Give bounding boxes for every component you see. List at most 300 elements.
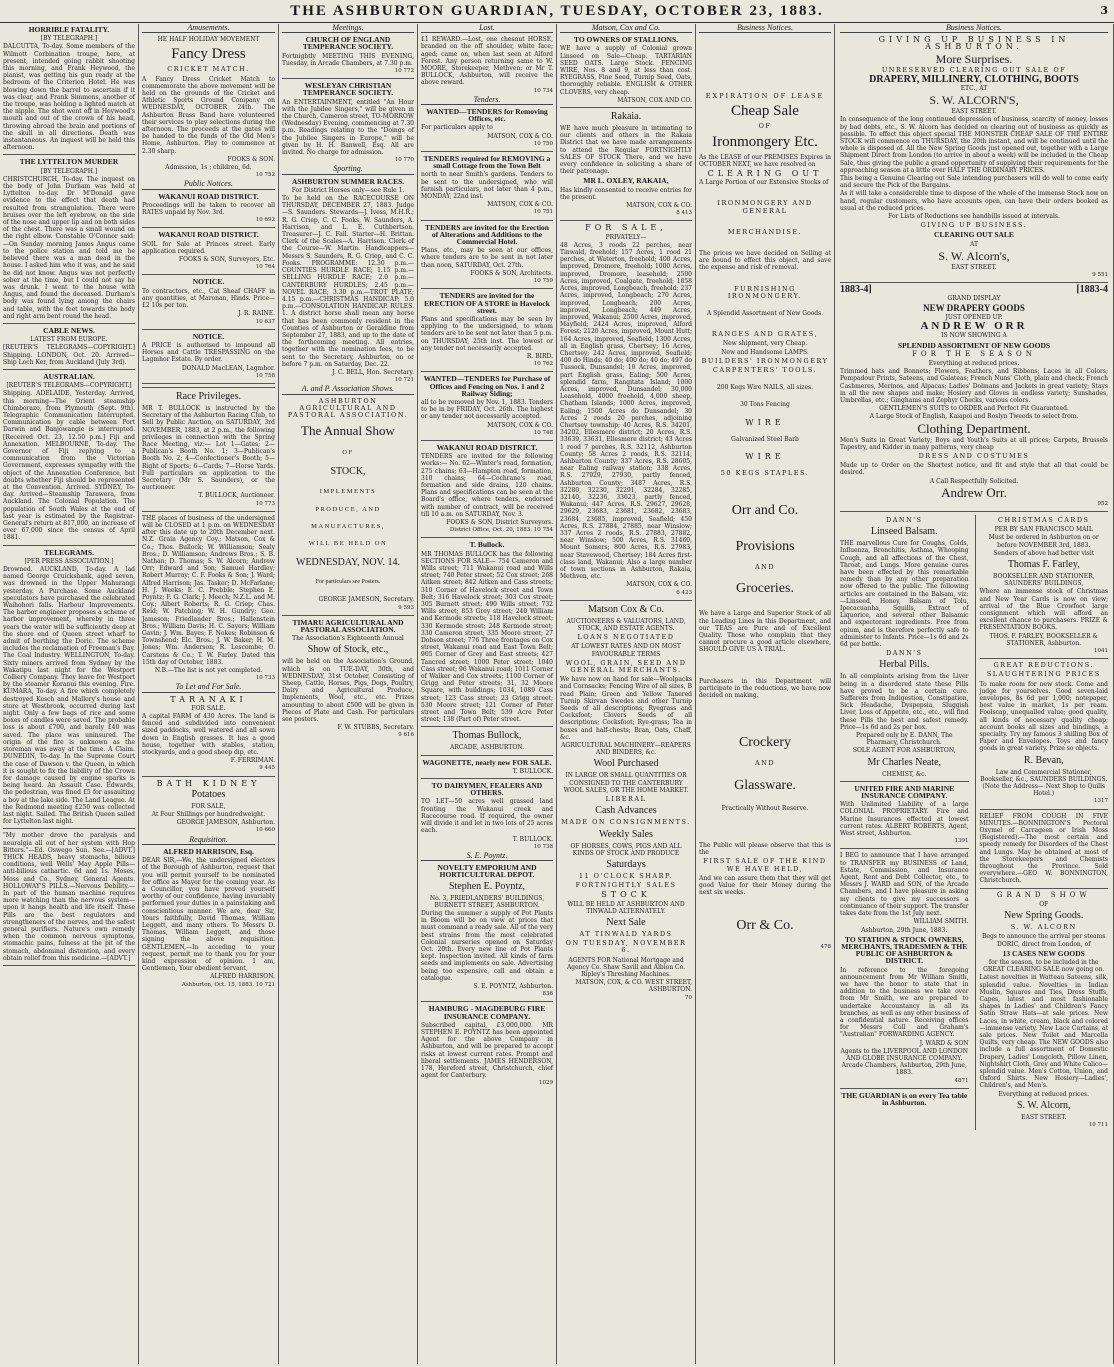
notice-num: 10 637 <box>255 318 275 325</box>
alcorn-body-2: This being a Genuine Clearing out Sale intending purchasers will do well to come early and secure the Pick of the Bargains. <box>840 175 1108 190</box>
notice-sig: FOOKS & SON, Surveyors, Etc. <box>178 256 275 264</box>
article-subhead: [REUTER'S TELEGRAMS—COPYRIGHT.] <box>6 382 132 390</box>
for-season: FOR THE SEASON <box>912 349 1036 358</box>
tender-title: WANTED—TENDERS for Purchase of Offices and Fencing on Nos. 1 and 2 Railway Siding; <box>423 374 551 398</box>
public-observe: The Public will please observe that this is the <box>699 841 831 857</box>
races-sig: J. C. BELL, Hon. Secretary. <box>332 368 414 376</box>
wagonette-title: WAGONETTE, nearly new FOR SALE. <box>422 757 552 767</box>
saturdays: Saturdays <box>606 858 646 870</box>
builders-iron: BUILDERS' IRONMONGERY <box>701 356 829 365</box>
closing-nb: N.B.—The list is not yet completed. <box>154 667 263 675</box>
notice-body: A PRICE is authorised to impound all Horses and Cattle TRESPASSING on the Lagmhor Estate. By order. <box>142 341 275 364</box>
herbal-pills: Herbal Pills. <box>879 659 930 671</box>
section-heading-to-let: To Let and For Sale. <box>142 683 275 692</box>
loans-sub: AT LOWEST RATES AND ON MOST FAVOURABLE TERMS <box>571 643 681 658</box>
without-reserve: Practically Without Reserve. <box>721 804 809 812</box>
timaru-title: TIMARU AGRICULTURAL AND PASTORAL ASSOCIATION. <box>292 617 404 634</box>
next-sale: Next Sale <box>606 916 646 928</box>
dairymen-title: TO DAIRYMEN, FEALERS AND OTHERS. <box>431 781 543 798</box>
year-header <box>840 284 1108 296</box>
ironmongery-title: Ironmongery Etc. <box>712 133 818 150</box>
tender-body: north to near Smith's gardens. Tenders to be sent to the undersigned, who will furnish particulars, not later than 4 p.m., MONDAY, 22nd inst. <box>421 171 553 201</box>
tinwald-yards: AT TINWALD YARDS <box>579 929 673 938</box>
column-lost-tenders <box>418 24 557 1364</box>
tender-title: WANTED—TENDERS for Removing Offices, etc. <box>426 107 548 124</box>
purchasers-body: Purchasers in this Department will participate in the reductions, we have now decided on making. <box>699 677 831 699</box>
fancy-admission: Admission, 1s ; children, 6d. <box>165 164 252 172</box>
stallions-title: TO OWNERS OF STALLIONS. <box>573 35 679 45</box>
chemist: CHEMIST, &c. <box>882 770 927 778</box>
unreserved: UNRESERVED CLEARING OUT SALE OF <box>881 65 1067 74</box>
guardian-note: THE GUARDIAN is on every Tea table in Ashburton. <box>841 1090 968 1107</box>
show-pre: ASHBURTON AGRICULTURAL AND PASTORAL ASSOCIATION. <box>287 396 409 419</box>
poyntz-pre: NOVELTY EMPORIUM AND HORTICULTURAL DEPOT. <box>437 863 537 880</box>
ranges-grates: RANGES AND GRATES, <box>711 330 819 339</box>
show-particulars: For particulars see Posters. <box>315 579 381 586</box>
closing-body: THE places of business of the undersigned will be CLOSED at 1 p.m. on WEDNESDAY after this date up to 20th December next. N.Z. Grain Agency Coy.; Matson, Cox & Co.; Thos. Bullock; W. Williamson; Sealy Bros.; D. Williamson; Andrews Bros.; S. B. Nathan; D. Thomas; S. W. Alcorn; Andrew Orr; Edward and Son; Samuel Hardley; Robert Murray; C. F. Fooks & Son; J. Ward; Alfred Harrison; Jas. Tasker; D. McFarlane; H. J. Weeks; E. C. Prebble; Stephen E. Poyntz; F. G. Clark; J. Meech; N.Z.L. and M. Coy.; Albert Roberts; R. G. Criep; Chas. Reid; W. Patching; W. H. Gundry; Geo. Jameson; Friedlander Bros.; Hallenstein Bros.; William Davis; H. C. Sayers; William Gavin; J. Wm. Bayes; F. Nokes; Robinson & Townshend; Elc. Bros.; J. W. Baker; H. M. Jones; Wm. Anderson; R. Lescombe; O. Carstens & Co.; T. W. Farley. Dated this 15th day of October, 1883. <box>142 514 275 666</box>
poyntz-sig: S. E. POYNTZ, Ashburton. <box>473 982 553 990</box>
year-right: [1883-4 <box>1076 284 1108 296</box>
ward-num: 4871 <box>954 1077 969 1084</box>
lease-body: As the LEASE of our PREMISES Expires in OCTOBER NEXT, we have resolved on <box>699 153 831 168</box>
article-body: DALCUTTA, To-day. Some members of the Wilmott Corbination troupe, here, at present, intended going rabbit shooting this morning, and Frank Heywood, the pianist, was getting his gun ready at the bedroom of the Criterion Hotel. He was blowing down the barrel to ascertain if it was clear, and Frank Simmons, another of the troupe, was holding a lighted match at the nipple. The shot went off in Heywood's mouth and out of the crown of his head, throwing abroad the brain and portions of the skull in all directions. Death was instantaneous. An inquest will be held this afternoon. <box>3 43 135 152</box>
potatoes-sub: FOR SALE, <box>191 802 226 810</box>
tender-num: District Office, Oct. 20, 1883. 10 754 <box>449 527 553 534</box>
east-street-2: EAST STREET. <box>951 263 997 271</box>
slaughtering-prices: SLAUGHTERING PRICES <box>986 670 1101 679</box>
barb-wire: Galvanized Steel Barb <box>731 435 799 443</box>
thomas-farley: Thomas F. Farley, <box>1007 558 1080 570</box>
sole-agent: SOLE AGENT FOR ASHBURTON, <box>852 747 956 755</box>
tender-sig: MATSON, COX & CO. <box>487 421 553 429</box>
splendid: SPLENDID ASSORTMENT OF NEW GOODS <box>897 340 1051 350</box>
forsale-num: 6 423 <box>676 589 692 596</box>
fortnightly-sales: FORTNIGHTLY SALES <box>575 881 677 890</box>
senders-visit: Senders of above had better visit <box>993 549 1095 557</box>
staples: 50 KEGS STAPLES. <box>720 469 810 478</box>
rakaia-title: Rakaia. <box>610 111 642 123</box>
tender-body: MR THOMAS BULLOCK has the following SECTIONS FOR SALE— 754 Cameron and Wills street; 711 Wakanui road and Wills street; 740 Peter street; 52 Cox street; 268 Aitken street; 842 Aitken and Cass streets; 310 Corner of Havelock street and Town Belt; 316 Havelock street; 303 Cox street; 305 Burnett street; 490 Wills street; 732 Wills street; 853 Grey street; 240 William and Kermode streets; 118 Havelock street; 330 Kermode street; 248 Kermode street; 330 Cameron street; 335 Moore street; 27 Dobson street; 776 Three frontages on Cox street, Wakanui road and East Town Belt; 905 Corner of Grey and East streets; 427 Tancred street; 1000 Peter street; 1040 Cass street; 96 Wakanui road; 1011 Corner of Walker and Cox streets; 1100 Corner of Grigg and Peter streets; 31, 32 Moore Square, with buildings; 1034, 1089 Cass street; 123 Cass street; 23 Grigg street; 530 Moore street; 121 Corner of Peter street and Town Belt; 539 Acre Peter street; 138 (Part of) Peter street. <box>421 550 553 724</box>
r-bevan: R. Bevan, <box>1023 754 1064 766</box>
prov-and: AND <box>754 562 776 571</box>
charles-neate: Mr Charles Neate, <box>867 756 942 768</box>
bevan-num: 1317 <box>1094 798 1108 805</box>
cases-body: for the season, to be included in the GREAT CLEARING SALE now going on. <box>983 958 1105 974</box>
wesleyan-title: WESLEYAN CHRISTIAN TEMPERANCE SOCIETY. <box>302 81 394 98</box>
taranaki-sig: F. FERRIMAN. <box>230 757 275 765</box>
timaru-num: 9 616 <box>398 732 414 739</box>
potatoes-sig: GEORGE JAMESON, Ashburton. <box>176 819 275 827</box>
tender-title: TENDERS are invited for the Erection of Alterations and Additions to the Commercial Hotel. <box>425 222 549 247</box>
slaughter-body: To make room for new stock. Come and judge for yourselves. Good seven-laid envelopes, 8s 6d per 1,000; notepaper, best value in market, 1s per ream. Foolscap, unequalled value; good quality, all kinds of necessary quality cheap; account books all sizes and bindings, a specialty. Try my famous 3 shilling Box of Paper and Envelopes. Toys and fancy goods in great variety. Prize so objects. <box>979 680 1108 753</box>
fancy-pre: HE HALF HOLIDAY MOVEMENT <box>157 36 260 44</box>
fancy-body: A Fancy Dress Cricket Match to commemorate the above movement will be held on the grounds of the Cricket and Athletic Sports Ground Company on WEDNESDAY, OCTOBER 24th. The Ashburton Brass Band have volunteered their services to play selections during the afternoon. The proceeds at the gates will be handed to the funds of the Old Men's Home, Ashburton. Play to commence at 2.30 sharp. <box>142 75 275 155</box>
tender-body: Plans and specifications may be seen by applying to the undersigned, to whom tenders are to be sent not later than 5 p.m. on THURSDAY, 25th inst. The lowest or any tender not necessarily accepted. <box>421 315 553 352</box>
column-amusements <box>139 24 279 1364</box>
race-privileges-title: Race Privileges. <box>176 390 241 402</box>
notice-title: NOTICE. <box>192 277 225 287</box>
page-number: 3 <box>1100 4 1108 17</box>
relief-body: RELIEF FROM COUGH IN FIVE MINUTES.—BONNINGTON'S Pectoral Oxymel of Carrageen or Irish Moss (Registered).—The most certain and speedy remedy for Disorders of the Chest and Lungs. May be obtained at most of the Storekeepers and Chemists throughout the Province. Sold everywhere.—GEO W. BONNINGTON, Christchurch. <box>979 812 1108 885</box>
tweeds: A Large Stock of English, Kaiapoi and Roslyn Tweeds to select from. <box>869 413 1079 421</box>
tender-num: 10 751 <box>533 209 553 216</box>
article-body: [REUTER'S TELEGRAMS—COPYRIGHT.] Shipping. LONDON, Oct. 20. Arrived—Ship Loch Ker, from Auckland (July 3rd). <box>3 344 135 366</box>
notice-sig: J. R. RAINE. <box>238 310 275 318</box>
first-sale: FIRST SALE OF THE KIND WE HAVE HELD, <box>703 857 827 873</box>
article-headline: CABLE NEWS. <box>43 325 95 335</box>
every-dept: Everything at reduced prices. <box>928 359 1020 367</box>
farley-num: 1041 <box>1094 648 1108 654</box>
dress-costumes: DRESS AND COSTUMES <box>918 451 1030 460</box>
section-heading-business-7: Business Notices. <box>840 24 1108 33</box>
alcorn-body-1: In consequence of the long continued depression of business, scarcity of money, losses by bad debts, etc., S. W. Alcorn has decided on clearing out of business as quickly as possible. To effect this object special THE MONSTER CHEAP SALE OF THE ENTIRE STOCK will commence on THURSDAY, the 20th instant, and will be continued until the whole is disposed of. All the New Spring Goods just opened out, together with a Large Shipment Direct from London (to arrive in about a week) will be included in the Cheap Sale, thus giving the public a grand opportunity of supplying their requirements for the approaching season at a little over HALF THE ORDINARY PRICES. <box>840 116 1108 174</box>
race-num: 10 773 <box>255 500 275 507</box>
article-subhead: [BY TELEGRAPH.] <box>40 167 98 175</box>
reward-body: £1 REWARD.—Lost, one chesnut HORSE, branded on the off shoulder, white face; aged; came on, when last seen at Alford Forest. Any person returning same to W. MOORE, Storekeeper, Methven; or Mr T. BULLOCK, Ashburton, will receive the above reward. <box>421 36 553 87</box>
timaru-sig: F. W. STUBBS, Secretary. <box>337 724 414 732</box>
stallions-sig: MATSON, COX AND CO. <box>617 96 692 104</box>
races-body: To be held on the RACECOURSE ON THURSDAY, DECEMBER 27, 1883. Judge—S. Saunders. Stewards—J. Ivess, M.H.R.; R. G. Criep, C. C. Fooks, W. Saunders, A. Harrison, and L. E. Cuthbertson. Treasurer—J. C. Fall. Starter—H. Brittan. Clerk of the Scales—A. Harrison. Clerk of the Course—W. Martin. Handicappers—Messrs S. Saunders, R. G. Criep, and C. C. Fooks. PROGRAMME: 12.30 p.m.—COUNTIES HURDLE RACE; 1.15 p.m.—SELLING HURDLE RACE; 2.0 p.m.—CANTERBURY HURDLES; 2.45 p.m.—NOVEL RACE; 3.30 p.m.—TROT PLATE; 4.15 p.m.—CHRISTMAS HANDICAP; 5.0 p.m.—CONSOLATION HANDICAP. RULES. 1. A district horse shall mean any horse that has been commonly resident in the Counties of Ashburton or Geraldine from September 27, 1883, and up to the date of the forthcoming meeting. All entries, together with the nomination fees, to be sent to the Secretary, Ashburton, on or before 7 p.m. on Saturday, Dec. 22. <box>282 195 414 368</box>
drapery-line: DRAPERY, MILLINERY, CLOTHING, BOOTS <box>869 73 1079 85</box>
matson-body: We have now on hand for sale—Woolpacks and Cornsacks; Fencing Wire of all sizes, B read Plain; Green and Yellow Tanered Turnip Skirvan Swedes and other Turnip Seeds of all descriptions; Ryegrass and Cocksfoot; Clovers Seeds of all descriptions; Cocksfoot; Rye-grass; Tea in boxes and half-chests; Bran, Oats, Chaff, &c. <box>560 676 692 741</box>
article-body: Shipping. ADELAIDE, Yesterday. Arrived, this morning—The Orient steamship Chimborazo, from Plymouth (Sept. 9th). Telegraphic Communication Interrupted. Communication by cable between Port Darwin and Banjowangie is interrupted. [Received Oct. 23, 12.50 p.m.] Fiji and Annexation. MELBOURNE, To-day. The Governor of Fiji replying to a communication from the Victorian Government, expresses sympathy with the object of the Annexation Conference, but doubts whether Fiji should be represented at the Convention. Arrived. SYDNEY, To-day. Arrived—Steamship Tarawera, from Auckland. The Colonial Population. The population of South Wales at the end of last year is estimated by the Registrar-General's return at 817,000, an increase of over 67,000 since the census of April 1881. <box>3 390 135 542</box>
smith-body: I BEG to announce that I have arranged to TRANSFER my BUSINESS of Land, Estate, Commission, and Insurance Agent, Rent and Debt Collector, etc., to Messrs J. WARD and SON, of the Arcade Chambers, and I have pleasure in asking my clients to give my successors a continuance of their support. The transfer takes date from the 1st July next. <box>840 852 969 918</box>
sw-alcorn: S. W. ALCORN <box>1010 923 1077 932</box>
notice-body: SOIL for Sale at Princes street. Early application required. <box>142 240 275 255</box>
column-business-notices <box>835 24 1114 1364</box>
held-alternately: WILL BE HELD AT ASHBURTON AND TINWALD ALTERNATELY. <box>567 900 685 915</box>
article-subhead: [PER PRESS ASSOCIATION.] <box>24 557 114 565</box>
section-heading-poyntz: S. E. Poyntz. <box>421 852 553 861</box>
annual-show-title: The Annual Show <box>301 423 395 439</box>
right-subcolumn <box>975 515 1109 1130</box>
article-subhead: LATEST FROM EUROPE. <box>30 336 108 344</box>
timaru-pre: The Association's Eighteenth Annual <box>292 635 404 643</box>
matson-sig: MATSON, COX, & CO. WEST STREET, ASHBURTON. <box>575 979 692 994</box>
per-frisco: PER BY SAN FRANCISCO MAIL <box>994 526 1093 534</box>
notice-body: To contractors, etc., Cat Sheaf CHAFF in any quantities, at Maronan, Hinds. Price—£2 10s per ton. <box>142 287 275 310</box>
forsale-title: FOR SALE, <box>585 223 667 233</box>
hamburg-num: 1029 <box>539 1080 553 1087</box>
tons-fencing: 30 Tons Fencing <box>740 401 790 409</box>
grand-display: GRAND DISPLAY <box>947 295 1001 303</box>
rakaia-agent: MR L. OXLEY, RAKAIA, <box>583 176 669 186</box>
article-headline: THE LYTTELTON MURDER <box>19 157 119 167</box>
harrison-title: ALFRED HARRISON, Esq. <box>163 846 254 856</box>
dairymen-num: 10 738 <box>533 843 553 850</box>
made-on: MADE ON CONSIGNMENTS. <box>561 818 691 827</box>
notice-sig: DONALD MacLEAN, Lagmhor. <box>181 364 275 372</box>
large-portion: A Large Portion of our Extensive Stocks of <box>699 179 829 187</box>
hamburg-title: HAMBURG - MAGDEBURG FIRE INSURANCE COMPANY. <box>428 1004 546 1021</box>
bullock-sub: ARCADE, ASHBURTON. <box>449 744 525 752</box>
section-heading-ap-shows: A. and P. Association Shows. <box>282 385 414 394</box>
notice-num: 10 758 <box>255 372 275 379</box>
fancy-sub: CRICKET MATCH. <box>167 65 250 74</box>
poyntz-num: 836 <box>542 991 553 998</box>
loans-title: LOANS NEGOTIATED <box>577 633 675 642</box>
tender-body: Plans, etc., may be seen at our offices, where tenders are to be sent in not later than noon, SATURDAY, Oct. 27th. <box>421 247 553 269</box>
eleven-oclock: 11 O'CLOCK SHARP. <box>578 871 674 880</box>
new-shipment: New shipment, very Cheap. <box>722 340 808 348</box>
article-body: CHRISTCHURCH, To-day. The inquest on the body of John Durham was held at Lyttelton to-day. Dr M'Donald gave evidence to the effect that death had resulted from strangulation. There were bruises over the left eyebrow, on the side of the nose and upper lip and on both sides of the chest. There was a small wound on the right elbow. Constable O'Connor said:—On Sunday morning James Angus came to the police station and told me he believed there was a man dead in the house. I asked him who it was, and he said he did not know. Angus was not perfectly sober at the time, but I could not say he was drunk. I went to the house with Angus, and found the deceased. Durham's body was found lying among the chairs and table, with the feet towards the body and right arm bent round the head. <box>3 175 135 320</box>
timaru-show-title: Show of Stock, etc., <box>307 644 389 656</box>
linseed-balsam: Linseed Balsam. <box>870 526 938 538</box>
matson-title: Matson Cox & Co. <box>587 603 665 615</box>
gents-suits: GENTLEMEN'S SUITS to ORDER and Perfect Fit Guaranteed. <box>879 405 1069 413</box>
show-list <box>282 449 414 586</box>
tender-num: 10 759 <box>533 278 553 285</box>
stallions-body: WE have a supply of Colonial grown Linseed on Sale—Cheap. TARTARIAN SEED OATS. Large Stock. FENCING WIRE, Nos. 8 and 9, at less than cost. RYEGRASS, Fine Seed, Turnip Seed, Oats, thoroughly reliable. ENGLISH & OTHER CLOVERS, very cheap. <box>560 45 692 96</box>
tender-items <box>421 108 553 727</box>
dairymen-body: TO LET—50 acres well grassed land fronting the Wakanui creek and Racecourse road. If required, the owner will divide it and let in two lots of 25 acres each. <box>421 798 553 835</box>
clearing-out: CLEARING OUT <box>707 169 823 179</box>
tender-sig: MATSON, COX & CO. <box>487 132 553 140</box>
expiration-lease: EXPIRATION OF LEASE <box>705 92 825 101</box>
cheap-sale: Cheap Sale <box>731 103 799 120</box>
wool-grain: WOOL, GRAIN, SEED AND GENERAL MERCHANTS. <box>565 658 687 675</box>
just-opened: JUST OPENED UP. <box>945 313 1003 321</box>
farley-sig: THOS. F. FARLEY, BOOKSELLER & STATIONER, Ashburton. <box>989 632 1098 647</box>
matson-sub: AUCTIONEERS & VALUATORS, LAND, STOCK, AND ESTATE AGENTS. <box>566 617 686 633</box>
taranaki-body: A capital FARM of 430 Acres. The land is fenced and subdivided into convenient sized paddocks, well watered and all sown down in English grasses. It has a good house, together with stables, station, stockyards, and a good sheep dip, etc. <box>142 713 275 757</box>
giving-up-2: GIVING UP BUSINESS. <box>920 221 1028 230</box>
show-produce: PRODUCE, AND <box>315 505 381 513</box>
tender-body: all to be removed by Nov. 1, 1883. Tenders to be in by FRIDAY, Oct. 26th. The highest or any tender not necessarily accepted. <box>421 398 553 421</box>
farley-body: Where an immense stock of Christmas and New Year Cards is now on view; arrival of the Blue Crowfoot large consignment which will afford an excellent chance to purchasers. PRIZE & PRESENTATION BOOKS. <box>979 588 1108 632</box>
potatoes-num: 10 660 <box>255 827 275 834</box>
agents-for: AGENTS FOR National Mortgage and Agency Co. Shaw Savill and Albion Co. Ripley's Threshing Machines. <box>566 956 686 978</box>
taranaki-title: TARANAKI <box>170 694 247 704</box>
rakaia-body: WE have much pleasure in intimating to our clients and others in the Rakaia District that we have made arrangements to attend the Regular FORTNIGHTLY SALES OF STOCK There, and we have every confidence in soliciting a share of their patronage. <box>560 125 692 176</box>
poyntz-title: Stephen E. Poyntz, <box>448 880 526 892</box>
section-heading-matson: Matson, Cox and Co. <box>560 24 692 33</box>
column-matson-cox <box>557 24 696 1364</box>
races-num: 10 721 <box>394 377 414 384</box>
forsale-body: 48 Acres, 3 roods 22 perches, near Tinwald, freehold; 157 Acres, 1 rood 21 perches, at Waterton, freehold; 400 Acres, improved, Dromore, freehold; 1000 Acres, improved, Dromore, leasehold; 2500 Acres, improved, Coalgate, freehold; 1858 Acres, improved, Longbeach, freehold; 237 Acres, improved, Longbeach; 270 Acres, improved, Longbeach; 200 Acres, improved, Longbeach; 449 Acres, improved, Wakanui; 2500 Acres, improved, Mayfield; 2424 Acres, improved, Alford Forest; 2120 Acres, improved, Mount Hutt; 164 Acres, improved, Seafield; 1300 Acres, all in English grass, Chertsey; 16 Acres, Chertsey; 242 Acres, improved, Seafield; 400 do Hinds; 40 do; 400 do; 40 do; 497 do Tussock, Dunsandel; 10 Acres, improved, part English grass, Ealing; 500 Acres, splendid farm, Rangitata Island; 1000 Acres, improved, Dunsandel; 30,000 Leasehold, 4000 freehold, 4,000 sheep, Chatham Islands; 1000 Acres, improved, Ealing; 1500 Acres do Dunsandel; 30 Acres 2 roods 20 perches, adjoining Chertsey township; 40 Acres, R.S. 34201, 34202, Ellesmere district; 20 Acres, R.S. 33639, 33631, Ellesmere district; 43 Acres 1 rood 7 perches, R.S. 32112, Ashburton County; 58 Acres 2 roods, R.S. 32114, Ashburton County; 337 Acres, R.S. 28605, near Ealing railway station; 338 Acres, R.S. 27929, 27930, partly fenced, Ashburton County; 3487 Acres, R.S. 32280, 32230, 32291, 32284, 32285, 32140, 32236, 33623, partly fenced, Wakanui; 447 Acres, R.S. 29627, 29628, 29629, 23683, 23681, 23682, 23683, 23684, 23685, improved, Seafield; 450 Acres, R.S. 27884, 27885, near Winslow; 337 Acres 2 roods, R.S. 27883, 27882, near Winslow; 500 Acres, R.S. 31460, Mount Somers; 800 Acres, R.S. 27983, near Stavewood, Chertsey; 184 Acres first-class land, Wakanui; Also a large number of town sections in Ashburton, Rakaia, Methven, etc. <box>560 241 692 581</box>
section-heading-business-6: Business Notices. <box>699 24 831 33</box>
teas-body: We have a Large and Superior Stock of all the Leading Lines in this Department, and our TEAS are Pure and of Excellent Quality. Those who complain that they cannot procure a good article elsewhere, SHOULD GIVE US A TRIAL. <box>699 610 831 654</box>
etc-at: ETC., AT <box>960 85 988 93</box>
wesleyan-num: 10 770 <box>394 157 414 164</box>
united-fire: UNITED FIRE AND MARINE INSURANCE COMPANY. <box>854 783 955 801</box>
wire-nails: 200 Kegs Wire NAILS, all sizes. <box>716 384 814 392</box>
united-num: 1391 <box>954 838 969 845</box>
reward-num: 10 734 <box>533 87 553 94</box>
column-meetings <box>279 24 418 1364</box>
newspaper-title: THE ASHBURTON GUARDIAN, TUESDAY, OCTOBER 23, 1883. <box>290 2 824 19</box>
cash-advances: Cash Advances <box>595 805 657 817</box>
wire-1: WIRE <box>745 417 785 427</box>
united-body: With Unlimited Liability of a large COLONIAL PROPRIETARY. Fire and Marine Insurances effected at lowest current rates. ALBERT ROBERTS, Agent, West street, Ashburton. <box>840 801 969 838</box>
section-heading-tenders: Tenders. <box>421 96 553 105</box>
show-num: 9 593 <box>398 604 414 611</box>
christmas-cards: CHRISTMAS CARDS <box>998 515 1090 524</box>
show-manufactures: MANUFACTURES, <box>311 522 385 530</box>
merchandise: MERCHANDISE. <box>727 227 803 236</box>
wool-purchased: Wool Purchased <box>593 758 659 770</box>
prices-body: The prices we have decided on Selling at are bound to effect this object, and save the expense and risk of removal. <box>699 250 831 272</box>
fancy-sig: FOOKS & SON. <box>227 155 275 163</box>
furnishing-iron: FURNISHING IRONMONGERY. <box>727 284 803 300</box>
potatoes-title: Potatoes <box>191 788 226 800</box>
wesleyan-body: An ENTERTAINMENT, entitled "An Hour with the Jubilee Singers," will be given in the Church, Cameron street, TO-MORROW (Wednesday) Evening, commencing at 7.30 p.m. Readings relating to the "Doings of the Jubilee Singers in Europe," will be given by H. H. Banwell, Esq. All are invited. No charge for admission. <box>282 98 414 157</box>
glassware: Glassware. <box>734 777 796 793</box>
show-stock: STOCK, <box>330 466 366 478</box>
linseed-body: THE marvellous Cure for Coughs, Colds, Influenza, Bronchitis, Asthma, Whooping Cough, and all affections of the Chest, Throat, and Lungs. More genuine cures have been effected by this remarkable remedy than by any other preparation now offered to the public. The following articles are contained in the Balsam, viz:—Linseed, Honey, Balsam of Tolu, Ipecacuanha, Squills, Extract of Liquorice, and several other Balsamic and expectorant ingredients. Free from opium, and is therefore perfectly safe to administer to Infants. Price—1s 6d and 2s 6d per bottle. <box>840 540 969 648</box>
show-implements: IMPLEMENTS <box>319 488 377 496</box>
left-subcolumn <box>840 515 969 1130</box>
furnishing-body: A Splendid Assortment of New Goods. <box>706 310 824 318</box>
orr-co-sig: Orr & Co. <box>736 918 794 934</box>
tender-num: 10 762 <box>533 361 553 368</box>
thirteen-cases: 13 CASES NEW GOODS <box>1002 948 1085 958</box>
article-body: Drowned. AUCKLAND, To-day. A lad named George Cruickshank, aged seven, was drowned in the Upper Mahurangi yesterday. A Purchase. Some Auckland speculators have purchased the celebrated Waihohori falls. Harbour Improvements. The harbor engineer proposes a scheme of harbor improvement, whereby in three years the water will be sufficiently deep at the shore end of Queen street wharf to admit of berthing the Doric. The scheme includes the reclamation of Freeman's Bay. The Coal Industry. WELLINGTON, To-day. Sixty miners arrived from Sydney by the Wakatipu last night for the Westport Colliery Company. They leave for Westport by the steamer Koranui this evening. Fire. KUMARA, To-day. A fire which completely destroyed Kesch and Mallory's house and store at Westbrook, occurred during last night. Only a few bags of rice and some boxes of candles were saved. The probable loss is about £700, and barely £40 was saved. The place was uninsured. The origin of the fire is unknown as the storeman was away at the time. A Claim. DUNEDIN, To-day. In the Supreme Court the case of Dawson v. the Queen, in which it is sought to fix the liability of the Crown for damage caused by engine sparks is being heard. An Assault Case. Edwards, the pedestrian, was fined £5 for assaulting a boy at the lake side. The Land League. At the Redmond meeting £250 was collected last night. Sailed. The British Queen sailed for Lyttelton last night. <box>3 566 135 826</box>
fancy-num: 10 752 <box>255 172 275 179</box>
danns-1: DANN'S <box>885 515 923 524</box>
taranaki-sub: FOR SALE. <box>191 704 226 712</box>
smith-date: Ashburton, 29th June, 1883. <box>861 926 948 934</box>
two-col-block <box>840 515 1108 1130</box>
tender-sig: MATSON, COX & CO. <box>487 201 553 209</box>
carpenters-tools: CARPENTERS' TOOLS. <box>712 366 818 375</box>
closing-num: 10 733 <box>255 675 275 682</box>
new-drapery: NEW DRAPERY GOODS <box>923 302 1025 313</box>
prepared-by: Prepared only by E. DANN, The Pharmacy, Christchurch. <box>855 732 953 747</box>
year-left: 1883-4] <box>840 284 872 296</box>
ward-sig: J. WARD & SON <box>919 1039 969 1047</box>
new-lamps: New and Handsome LAMPS. <box>721 348 809 356</box>
latest-novelties: Latest novelties in Watteau Sateens, silk, splendid value. Novelties in Indian Muslin, Squares and Ties, Dress Stuffs, Capes, latest and most fashionable shapes in Ladies' and Children's Fancy Satin Straw Hats—at sale prices. New Laces, in white, cream, black and colored—immense variety. New Lace Curtains, at sale prices. New Toilet and Marcella Quilts, very cheap. The NEW GOODS also include a full assortment of Domestic Drapery, Ladies' Longcloth, Pillow Linen, Nightshirt Cloth, Grey and White Calico—splendid value. Men's Cotton, Union, and Oxford Shirts. New Hosiery—Ladies', Children's, and Men's. <box>979 974 1108 1090</box>
wool-large: IN LARGE OR SMALL QUANTITIES OR CONSIGNED TO THE CANTERBURY WOOL SALES, OR THE HOME MARKET. <box>563 772 689 794</box>
section-heading-amusements: Amusements. <box>142 24 275 33</box>
article-headline: TELEGRAMS. <box>44 547 94 557</box>
potatoes-pre: BATH KIDNEY <box>156 778 261 788</box>
notice-title: WAKANUI ROAD DISTRICT. <box>158 191 259 201</box>
tender-title: TENDERS required for REMOVING a small Cottage from the Town Belt <box>423 154 551 171</box>
everything-reduced: Everything at reduced prices. <box>998 1090 1090 1098</box>
stock-word: STOCK <box>601 890 651 900</box>
notice-title: WAKANUI ROAD DISTRICT. <box>158 230 259 240</box>
now-showing: IS NOW SHOWING A <box>941 332 1007 340</box>
section-heading-sporting: Sporting. <box>282 165 414 174</box>
tender-num: 10 748 <box>533 429 553 436</box>
news-items <box>3 26 135 966</box>
bullock-title: Thomas Bullock, <box>452 730 522 742</box>
section-heading-public-notices: Public Notices. <box>142 180 275 189</box>
article-body: "My mother drove the paralysis and neuralgia all out of her system with Hop Bitters."—Ed. Oswego Sun. See.—[ADVT.] THICK HEADS, heavy stomachs, bilious conditions, well Wells' May Apple Pills—anti-bilious cathartic. 6d and 1s. Moses, Moss and Co., Sydney, General Agents. HOLLOWAY'S PILLS.—Nervous Debility.—In part of the human machine requires more watching than the nervous system—upon it hangs health and life itself. These Pills are the best regulators and strengtheners of the nerves, and the safest general purifiers. Nature's own remedy when the common nervous symptoms, stomachic pains, fulness at the pit of the stomach, abdominal distention, and every obtain relief from this medicine.—[ADVT.] <box>3 832 135 962</box>
column-orr-co <box>696 24 835 1364</box>
dress-body: Made up to Order on the Shortest notice, and fit and style that all that could be desired. <box>840 462 1108 477</box>
more-surprises: More Surprises. <box>935 51 1013 66</box>
clearing-out-sale: CLEARING OUT SALE <box>934 230 1014 240</box>
section-heading-meetings: Meetings. <box>282 24 414 33</box>
bevan-body: Law and Commercial Stationer, Bookseller, &c., SAUNDERS BUILDINGS. (Note the Address— Next Shop to Quills Hotel.) <box>980 768 1108 798</box>
farley-bookseller: BOOKSELLER AND STATIONER, SAUNDERS' BUILDINGS, <box>992 572 1095 588</box>
liberal: LIBERAL <box>605 795 647 804</box>
tender-sig: FOOKS & SON, Architects. <box>470 269 553 277</box>
public-notices <box>142 193 275 384</box>
church-num: 10 772 <box>394 68 414 75</box>
crockery: Crockery <box>738 735 792 751</box>
harrison-body: DEAR SIR,—We, the undersigned electors of the Borough of Ashburton, request that you will permit yourself to be nominated for office as Mayor for the coming year. As a Councillor, you have proved yourself worthy of our confidence, having invariably performed your duties in a painstaking and conscientious manner. We are, dear Sir, Yours faithfully, David Thomas, William Leggett, and many others. To Messrs D. Thomas, William Leggett, and those signing the above requisition. GENTLEMEN,—In acceding to your request, permit me to thank you for your kind expression of opinion. I am, Gentlemen, Your obedient servant, <box>142 857 275 973</box>
matson-num: 70 <box>685 994 692 1001</box>
alcorn-sig: S. W. Alcorn, <box>1016 1099 1071 1111</box>
andrew-orr-sig: Andrew Orr. <box>941 484 1007 500</box>
tender-title: WAKANUI ROAD DISTRICT. <box>436 442 538 452</box>
andrew-orr-banner: ANDREW ORR <box>920 320 1028 333</box>
article-headline: HORRIBLE FATALITY. <box>28 25 110 34</box>
cheap-of: OF <box>758 122 772 131</box>
giving-up: GIVING UP BUSINESS IN ASHBURTON. <box>878 35 1070 52</box>
church-title: CHURCH OF ENGLAND TEMPERANCE SOCIETY. <box>302 35 394 52</box>
notice-num: 10 692 <box>255 217 275 224</box>
poyntz-sub: No. 3, FRIEDLANDERS' BUILDINGS, BURNETT STREET, ASHBURTON. <box>429 894 545 909</box>
notice-num: 10 764 <box>255 264 275 271</box>
article-subhead: [BY TELEGRAPH.] <box>40 35 98 43</box>
tender-sig: R. BIRD. <box>526 352 553 360</box>
dairymen-sig: T. BULLOCK. <box>512 835 553 843</box>
must-be-ordered: Must be ordered in Ashburton on or before NOVEMBER 3rd, 1883. <box>988 534 1099 549</box>
ward-agents: Agents to the LIVERPOOL AND LONDON AND GLOBE INSURANCE COMPANY. Arcade Chambers, Ashburton, 29th June, 1883. <box>840 1047 968 1077</box>
alcorns-2: S. W. Alcorn's, <box>938 248 1010 263</box>
harrison-sig: ALFRED HARRISON. <box>210 973 275 981</box>
alcorns-1: S. W. ALCORN'S, <box>929 93 1019 108</box>
ironmongery-general: IRONMONGERY AND GENERAL <box>717 199 813 215</box>
potatoes-body: At Four Shillings per hundredweight. <box>151 811 266 819</box>
provisions: Provisions <box>735 538 795 554</box>
race-sig: T. BULLOCK, Auctioneer. <box>198 492 275 500</box>
alcorn-body-4: For Lists of Reductions see handbills issued at intervals. <box>888 213 1060 221</box>
crock-and: AND <box>754 759 776 768</box>
weekly-sales: Weekly Sales <box>599 828 653 840</box>
sale-date: ON TUESDAY, NOVEMBER 6. <box>565 939 687 955</box>
show-held: WILL BE HELD ON <box>308 539 388 547</box>
church-body: Fortnightly MEETING THIS EVENING, Tuesday, in Arcade Chambers, at 7.30 p.m. <box>282 52 414 67</box>
good-value: And we can assure them that they will get good Value for their Money during the next six weeks. <box>699 874 831 897</box>
grand-of: OF <box>1039 900 1049 908</box>
tender-body: TENDERS are invited for the following works:— No. 62—Winter's road, formation, 275 chains; 63—Hampton road, formation, 310 chains; 64—Cochrane's road, formation and side drains, 120 chains. Plans and specifications can be seen at the Board's office, where tenders, endorsed with number of contract, will be received till 10 a.m. on SATURDAY, Nov. 3. <box>421 453 553 518</box>
show-of: OF <box>342 449 354 457</box>
east-street-1: EAST STREET. <box>951 108 997 116</box>
danns-2: DANN'S <box>885 649 923 658</box>
rakaia-body2: Has kindly consented to receive entries for the present. <box>560 186 692 201</box>
races-title: ASHBURTON SUMMER RACES. <box>291 176 405 186</box>
tender-sig: FOOKS & SON, District Surveyors. <box>446 518 553 526</box>
race-body: MR T. BULLOCK is instructed by the Secretary of the Ashburton Racing Club, to Sell by Public Auction, on SATURDAY, 3rd NOVEMBER, 1883, at 2 p.m., the following privileges in connection with the Spring Race Meeting, viz:— Lot 1—Gates; 2—Publican's Booth No. 1; 3—Publican's Booth No. 2; 4—Confectioner's Booth; 5—Right of Sports; 6—Cards; 7—Horse Yards. Full particulars on application to the Secretary (Mr S. Saunders), or the auctioneer. <box>142 404 275 492</box>
grand-show: GRAND SHOW <box>996 890 1091 899</box>
wagonette-sig: T. BULLOCK. <box>512 767 553 775</box>
forsale-sig: MATSON, COX & CO. <box>626 581 692 589</box>
at-word: AT <box>969 240 978 248</box>
taranaki-num: 9 445 <box>259 765 275 772</box>
ward-title: TO STATION & STOCK OWNERS, MERCHANTS, TRADESMEN & THE PUBLIC OF ASHBURTON & DISTRICT. <box>841 934 968 966</box>
alcorn-num-final: 10 711 <box>1088 1121 1108 1128</box>
hamburg-body: Subscribed capital, £3,000,000. MR STEPHEN E. POYNTZ has been appointed Agent for the above Company in Ashburton, and will be prepared to accept risks at lowest current rates. Prompt and liberal settlements. JAMES HENDERSON, 178, Hereford street, Christchurch, chief agent for Canterbury. <box>421 1021 553 1080</box>
masthead <box>0 0 1114 23</box>
harrison-num: Ashburton, Oct. 15, 1883. 10 721 <box>181 981 275 988</box>
clothing-dept: Clothing Department. <box>917 420 1031 436</box>
rakaia-num: 8 413 <box>676 210 692 217</box>
forsale-sub: PRIVATELY— <box>605 233 647 241</box>
call-solicited: A Call Respectfully Solicited. <box>929 477 1019 485</box>
races-sub: For District Horses only—see Rule 1. <box>291 186 405 194</box>
section-heading-requisition: Requisition. <box>142 836 275 845</box>
east-street-3: EAST STREET. <box>1021 1113 1067 1121</box>
tender-title: T. Bullock. <box>469 540 505 550</box>
new-spring-goods: New Spring Goods. <box>1004 910 1084 922</box>
sw-alcorn-body: Begs to announce the arrival per steams DORIC, direct from London, of <box>982 933 1106 948</box>
